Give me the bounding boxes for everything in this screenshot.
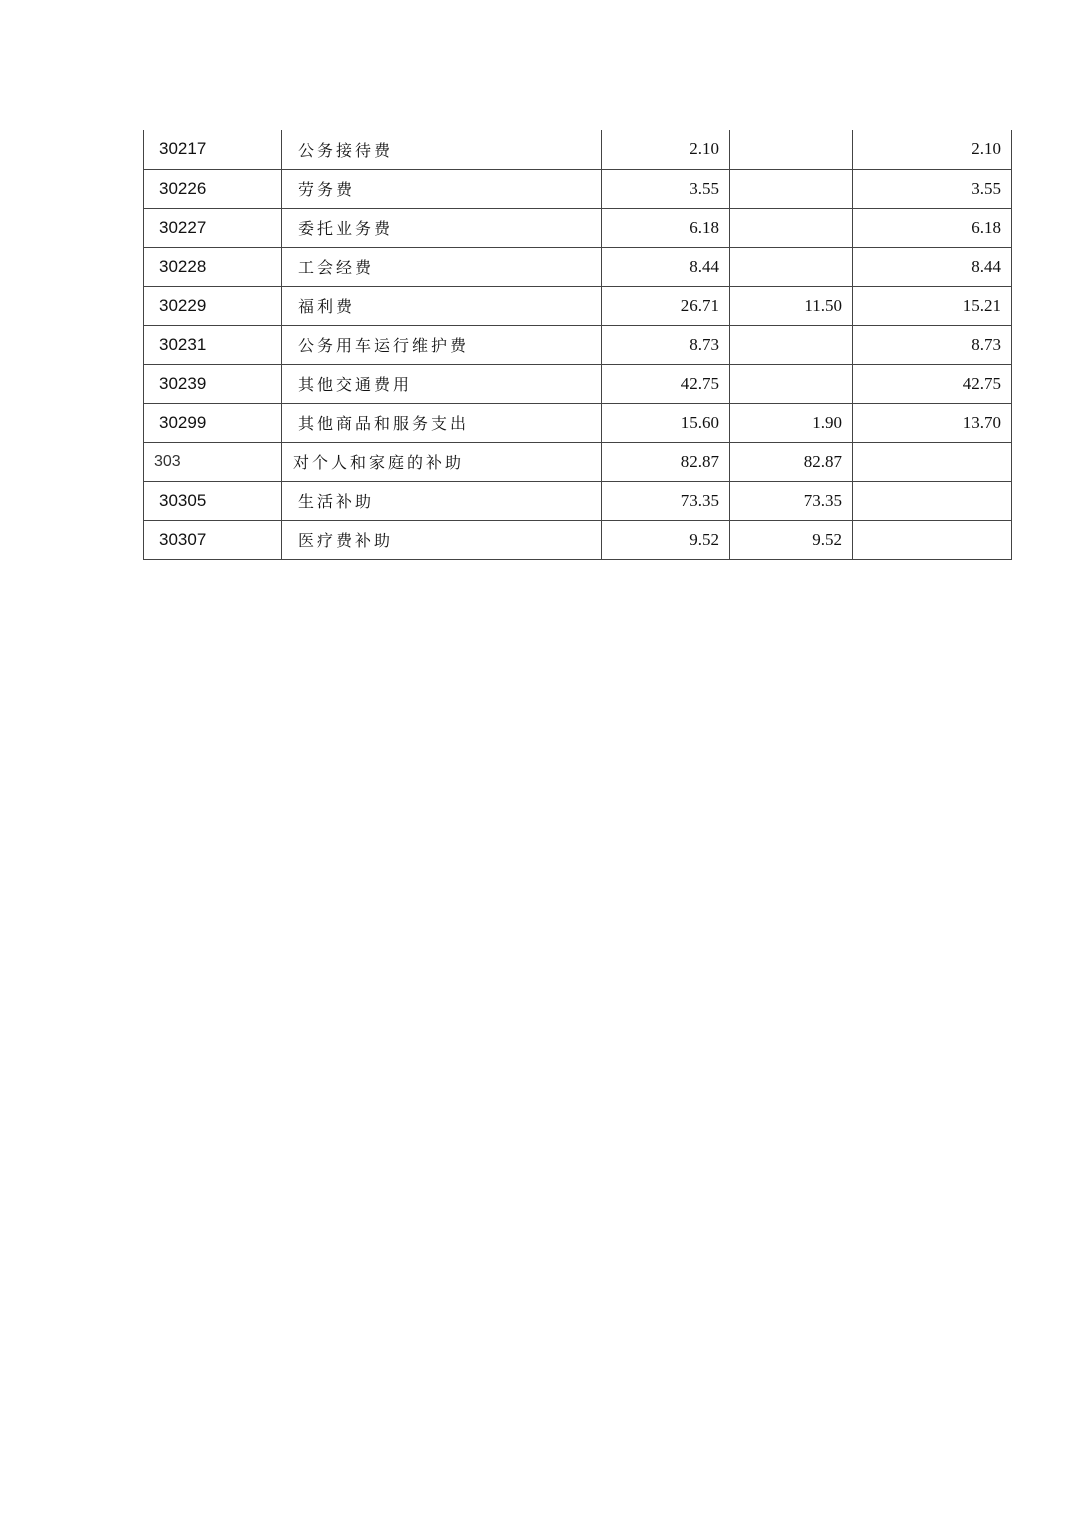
table-row (144, 403, 1012, 442)
total-amount: 6.18 (602, 208, 730, 247)
subject-code: 30307 (144, 520, 282, 559)
total-amount: 82.87 (602, 442, 730, 481)
project-expenditure (853, 481, 1012, 520)
table-row (144, 130, 1012, 169)
table-row (144, 208, 1012, 247)
total-amount: 15.60 (602, 403, 730, 442)
project-expenditure: 2.10 (853, 130, 1012, 169)
basic-expenditure (730, 169, 853, 208)
basic-expenditure (730, 130, 853, 169)
project-expenditure: 8.73 (853, 325, 1012, 364)
total-amount: 9.52 (602, 520, 730, 559)
subject-code: 30228 (144, 247, 282, 286)
project-expenditure: 3.55 (853, 169, 1012, 208)
subject-code: 30305 (144, 481, 282, 520)
table-row (144, 364, 1012, 403)
total-amount: 8.73 (602, 325, 730, 364)
total-amount: 2.10 (602, 130, 730, 169)
subject-name: 医疗费补助 (282, 520, 602, 559)
table-row (144, 325, 1012, 364)
table-row (144, 247, 1012, 286)
subject-code: 30229 (144, 286, 282, 325)
subject-code: 30226 (144, 169, 282, 208)
total-amount: 8.44 (602, 247, 730, 286)
basic-expenditure (730, 247, 853, 286)
subject-name: 其他交通费用 (282, 364, 602, 403)
project-expenditure: 42.75 (853, 364, 1012, 403)
subject-code: 30239 (144, 364, 282, 403)
basic-expenditure: 73.35 (730, 481, 853, 520)
basic-expenditure (730, 208, 853, 247)
table-row (144, 481, 1012, 520)
project-expenditure: 15.21 (853, 286, 1012, 325)
basic-expenditure: 11.50 (730, 286, 853, 325)
subject-name: 公务用车运行维护费 (282, 325, 602, 364)
basic-expenditure: 1.90 (730, 403, 853, 442)
budget-expenditure-table (143, 130, 1012, 560)
subject-code: 30231 (144, 325, 282, 364)
subject-name: 福利费 (282, 286, 602, 325)
subject-code: 30227 (144, 208, 282, 247)
project-expenditure (853, 442, 1012, 481)
subject-code: 30217 (144, 130, 282, 169)
subject-name: 劳务费 (282, 169, 602, 208)
total-amount: 73.35 (602, 481, 730, 520)
total-amount: 3.55 (602, 169, 730, 208)
subject-name: 公务接待费 (282, 130, 602, 169)
subject-name: 生活补助 (282, 481, 602, 520)
basic-expenditure: 9.52 (730, 520, 853, 559)
basic-expenditure (730, 325, 853, 364)
subject-name: 其他商品和服务支出 (282, 403, 602, 442)
project-expenditure (853, 520, 1012, 559)
total-amount: 42.75 (602, 364, 730, 403)
table-row-category (144, 442, 1012, 481)
project-expenditure: 13.70 (853, 403, 1012, 442)
total-amount: 26.71 (602, 286, 730, 325)
basic-expenditure (730, 364, 853, 403)
subject-code: 30299 (144, 403, 282, 442)
table-row (144, 520, 1012, 559)
category-code: 303 (144, 442, 282, 481)
project-expenditure: 8.44 (853, 247, 1012, 286)
table-row (144, 286, 1012, 325)
subject-name: 工会经费 (282, 247, 602, 286)
basic-expenditure: 82.87 (730, 442, 853, 481)
table-row (144, 169, 1012, 208)
project-expenditure: 6.18 (853, 208, 1012, 247)
subject-name: 委托业务费 (282, 208, 602, 247)
category-name: 对个人和家庭的补助 (282, 442, 602, 481)
